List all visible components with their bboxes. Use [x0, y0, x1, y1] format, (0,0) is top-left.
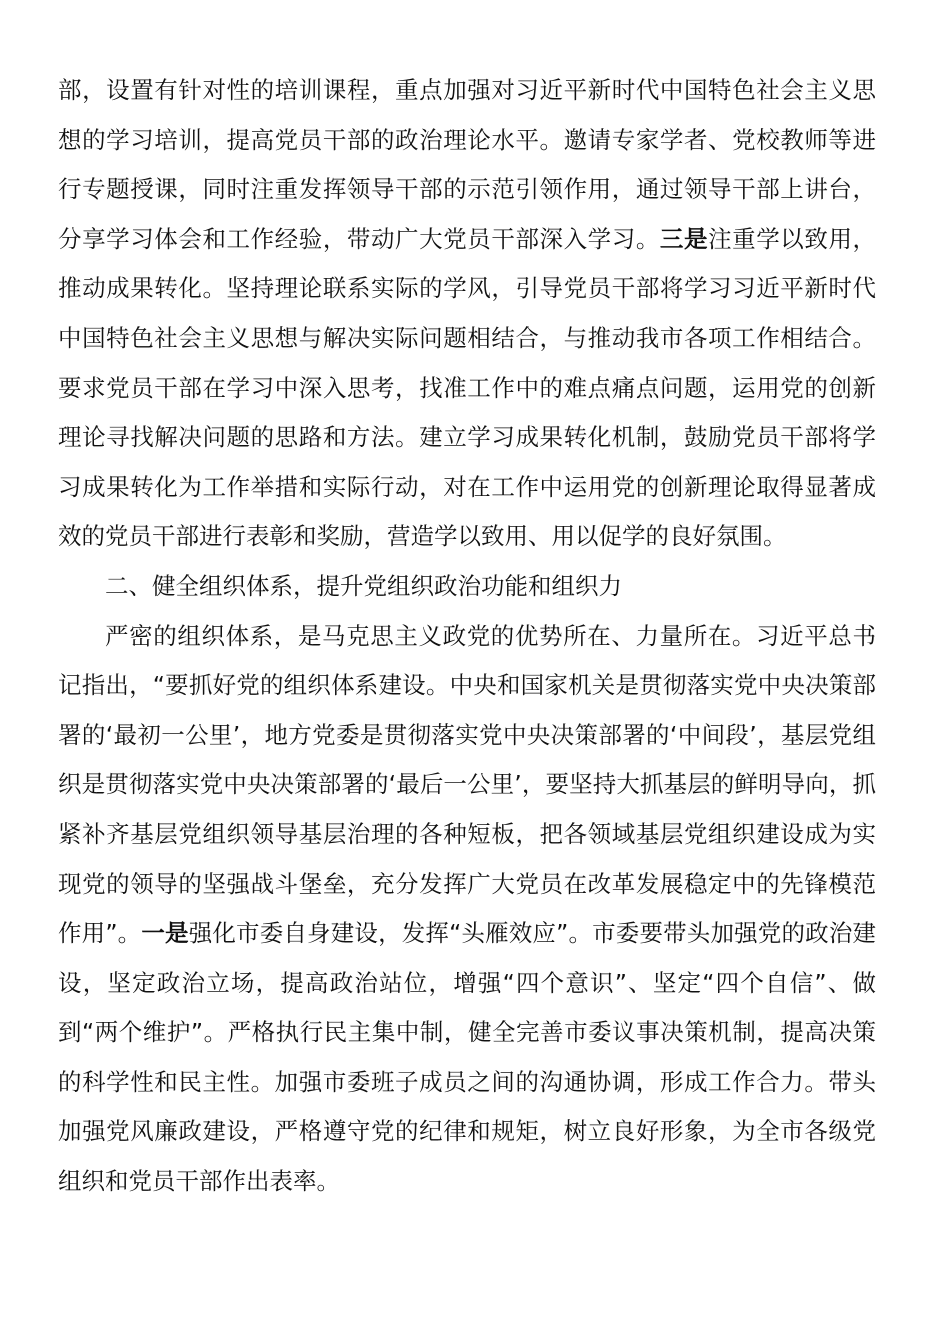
paragraph-text: 严密的组织体系，是马克思主义政党的优势所在、力量所在。习近平总书记指出，“要抓好党的组织体系建设。中央和国家机关是贯彻落实党中央决策部署的‘最初一公里’，地方党委是贯彻落实党中央决策部署的‘中间段’，基层党组织是贯彻落实党中央决策部署的‘最后一公里’，要坚持大抓基层的鲜明导向，抓紧补齐基层党组织领导基层治理的各种短板，把各领域基层党组织建设成为实现党的领导的坚强战斗堡垒，充分发挥广大党员在改革发展稳定中的先锋模范作用”。 [58, 621, 876, 948]
bold-marker-first: 一是 [141, 919, 189, 948]
paragraph-organization-system [58, 612, 876, 1207]
section-heading-2: 二、健全组织体系，提升党组织政治功能和组织力 [105, 571, 622, 600]
bold-marker-third: 三是 [659, 224, 709, 253]
paragraph-text: 部，设置有针对性的培训课程，重点加强对习近平新时代中国特色社会主义思想的学习培训，提高党员干部的政治理论水平。邀请专家学者、党校教师等进行专题授课，同时注重发挥领导干部的示范引领作用，通过领导干部上讲台，分享学习体会和工作经验，带动广大党员干部深入学习。 [58, 76, 876, 253]
paragraph-text: 注重学以致用，推动成果转化。坚持理论联系实际的学风，引导党员干部将学习习近平新时代中国特色社会主义思想与解决实际问题相结合，与推动我市各项工作相结合。要求党员干部在学习中深入思考，找准工作中的难点痛点问题，运用党的创新理论寻找解决问题的思路和方法。建立学习成果转化机制，鼓励党员干部将学习成果转化为工作举措和实际行动，对在工作中运用党的创新理论取得显著成效的党员干部进行表彰和奖励，营造学以致用、用以促学的良好氛围。 [58, 224, 877, 551]
paragraph-text: 强化市委自身建设，发挥“头雁效应”。市委要带头加强党的政治建设，坚定政治立场，提高政治站位，增强“四个意识”、坚定“四个自信”、做到“两个维护”。严格执行民主集中制，健全完善市委议事决策机制，提高决策的科学性和民主性。加强市委班子成员之间的沟通协调，形成工作合力。带头加强党风廉政建设，严格遵守党的纪律和规矩，树立良好形象，为全市各级党组织和党员干部作出表率。 [58, 919, 876, 1196]
document-page [58, 66, 876, 1207]
paragraph-study-transformation [58, 66, 876, 562]
